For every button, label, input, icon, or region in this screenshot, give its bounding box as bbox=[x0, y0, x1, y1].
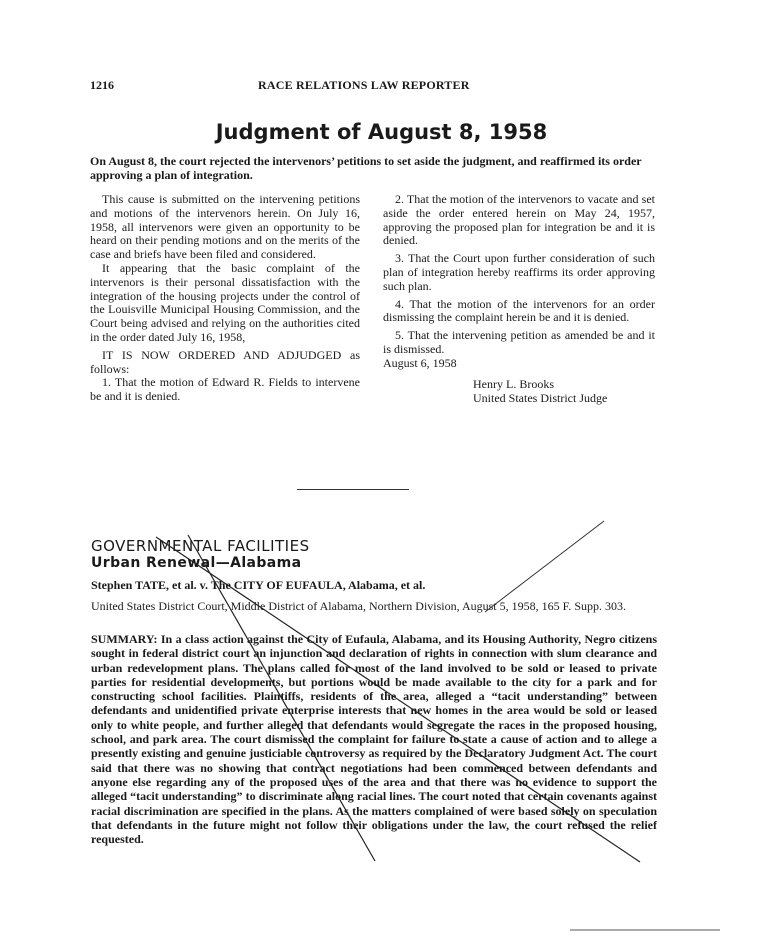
pen-stroke bbox=[485, 521, 604, 612]
page-number: 1216 bbox=[90, 78, 114, 92]
paragraph: This cause is submitted on the intervening petitions and motions of the intervenors herein. On July 16, 1958, all intervenors were given an opportunity to be heard on their pending motions and on the merits of the case and briefs have been filed and considered. bbox=[90, 192, 360, 262]
paragraph: 4. That the motion of the intervenors for an order dismissing the complaint herein be and it is denied. bbox=[383, 296, 655, 325]
section-subtitle: Urban Renewal—Alabama bbox=[91, 555, 302, 571]
pen-stroke bbox=[188, 535, 375, 861]
judgment-title: Judgment of August 8, 1958 bbox=[215, 120, 548, 144]
paragraph: 1. That the motion of Edward R. Fields to intervene be and it is denied. bbox=[90, 375, 360, 404]
summary-label: SUMMARY: bbox=[91, 632, 158, 646]
pen-stroke bbox=[156, 537, 640, 862]
paragraph: 2. That the motion of the intervenors to vacate and set aside the order entered herein on May 24, 1957, approving the proposed plan for integration be and it is denied. bbox=[383, 192, 655, 248]
judgment-intro: On August 8, the court rejected the intervenors’ petitions to set aside the judgment, and reaffirmed its order approving a plan of integration. bbox=[90, 154, 642, 182]
summary-text: In a class action against the City of Eufaula, Alabama, and its Housing Authority, Negro citizens sought in federal district court an injunction and declaration of rights in connection with slum clearance and urban redevelopment plans. The plans called for most of the land involved to be sold or leased to private parties for residential developments, but portions would be made available to the city for a park and for constructing school facilities. Plaintiffs, residents of the area, alleged a “tacit understanding” between defendants and unidentified private enterprise interests that new homes in the area would be sold or leased only to white people, and further alleged that defendants would segregate the races in the proposed housing, school, and park area. The court dismissed the complaint for failure to state a cause of action and to allege a presently existing and genuine justiciable controversy as required by the Declaratory Judgment Act. The court said that there was no showing that contract negotiations had been commenced between defendants and anyone else regarding any of the proposed uses of the area and that there was no evidence to support the alleged “tacit understanding” to discriminate along racial lines. The court noted that certain covenants against racial discrimination are specified in the plans. As the matters complained of were based solely on speculation that defendants in the future might not follow their obligations under the law, the court refused the relief requested. bbox=[91, 632, 658, 847]
paragraph: 3. That the Court upon further consideration of such plan of integration hereby reaffirms its order approving such plan. bbox=[383, 251, 655, 293]
judgment-date: August 6, 1958 bbox=[383, 355, 457, 370]
section-title: GOVERNMENTAL FACILITIES bbox=[91, 537, 310, 555]
running-title: RACE RELATIONS LAW REPORTER bbox=[258, 78, 470, 92]
paragraph: 5. That the intervening petition as amended be and it is dismissed. bbox=[383, 328, 655, 356]
case-name: Stephen TATE, et al. v. The CITY OF EUFAULA, Alabama, et al. bbox=[91, 578, 426, 592]
paragraph: It appearing that the basic complaint of the intervenors is their personal dissatisfaction with the integration of the housing projects under the control of the Louisville Municipal Housing Commission, and the Court being advised and relying on the authorities cited in the order dated July 16, 1958, bbox=[90, 260, 360, 344]
paragraph: IT IS NOW ORDERED AND ADJUDGED as follows: bbox=[90, 347, 360, 376]
signer-title: United States District Judge bbox=[473, 390, 608, 405]
signer-name: Henry L. Brooks bbox=[473, 376, 554, 391]
case-citation: United States District Court, Middle District of Alabama, Northern Division, August 5, 1958, 165 F. Supp. 303. bbox=[91, 599, 627, 613]
